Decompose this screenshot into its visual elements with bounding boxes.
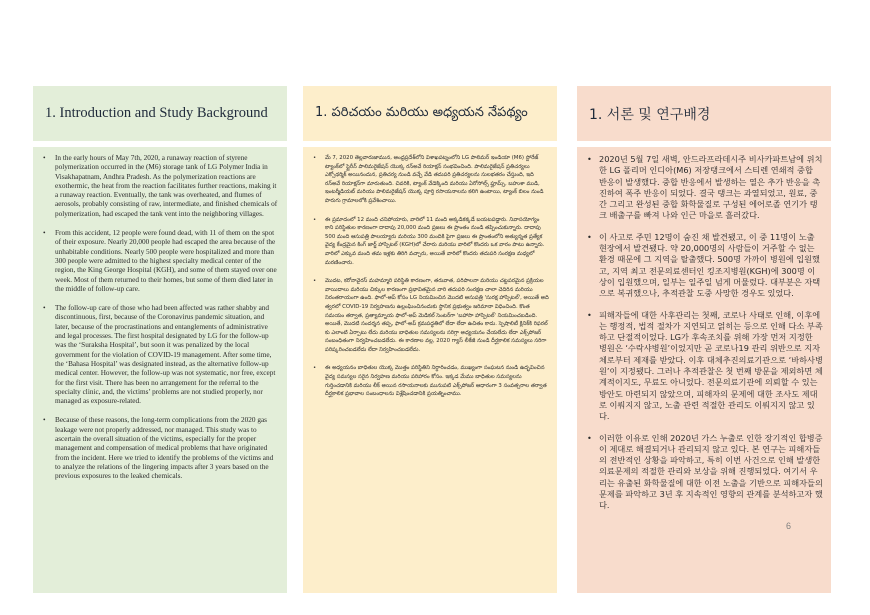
page-number: 6 <box>786 521 792 531</box>
english-heading-box <box>33 86 287 141</box>
korean-bullet-4: • 이러한 이유로 인해 2020년 가스 누출로 인한 장기적인 합병증이 제대로 해결되거나 관리되지 않고 있다. 본 연구는 피해자들의 전반적인 상황을 파악하고, 특히 이번 사건으로 인해 발생한 의료문제의 적절한 관리와 보상을 위해 진행되었다. 여기서 우리는 유출된 화학물질에 대한 이전 노출을 기반으로 피해자들의 문제를 파악하고 3년 후 지속적인 영향의 관계를 분석하고자 했다. <box>599 433 823 512</box>
english-column <box>33 86 287 593</box>
telugu-heading: 1. పరిచయం మరియు అధ్యయన నేపథ్యం <box>315 104 528 120</box>
telugu-heading-box <box>303 86 557 141</box>
korean-bullet-3: • 피해자들에 대한 사후관리는 첫째, 코로나 사태로 인해, 이후에는 행정적, 법적 절차가 지연되고 얽히는 등으로 인해 다소 부족하고 단절적이었다. LG가 후속조치를 위해 가장 먼저 지정한 병원은 ‘수락샤병원’이었지만 곧 코로나19 관리 위반으로 지자체로부터 제재를 받았다. 이후 대체추진의료기관으로 ‘바하사병원’이 지정됐다. 그러나 추적관찰은 첫 번째 방문을 제외하면 체계적이지도, 무료도 아니었다. 전문의료기관에 의뢰할 수 있는 방안도 마련되지 않았으며, 피해자의 문제에 대한 조사도 제대로 이뤄지지 않고, 노출 관련 적절한 관리도 이뤄지지 않고 있다. <box>599 310 823 423</box>
english-heading: 1. Introduction and Study Background <box>45 105 268 121</box>
english-bullet-1: • In the early hours of May 7th, 2020, a runaway reaction of styrene polymerization occurred in the (M6) storage tank of LG Polymer India in Visakhapatnam, Andhra Pradesh. As the polymerization reactions are exothermic, the heat from the reaction facilitates further reactions, making it a runaway reaction. Eventually, the tank was overheated, and flumes of aerosols, probably consisting of raw, intermediate, and finished chemicals of polymerization, had escaped the tank vent into the neighboring villages. <box>55 154 279 219</box>
english-bullet-4: • Because of these reasons, the long-term complications from the 2020 gas leakage were not properly addressed, nor managed. This study was to ascertain the overall situation of the victims, especially for the proper management and compensation of medical problems that have originated from the incident. Here we tried to identify the problems of the victims and to analyze the relations of the lingering impacts after 3 years based on the previous exposures to the leaked chemicals. <box>55 416 279 481</box>
telugu-bullet-3: • మొదట, కరోనావైరస్ మహమ్మారి పరిస్థితి కారణంగా, తరువాత, పరిపాలనా మరియు చట్టపరమైన ప్రక్రియల వాయిదాలు మరియు చిక్కుల కారణంగా ప్రభావితమైన వారి తదుపరి సంరక్షణ చాలా చెదిరిన మరియు నిరంతరాయంగా ఉంది. ఫాలో-అప్ కోసం LG నియమించిన మొదటి ఆసుపత్రి 'సురక్ష హాస్పిటల్', అయితే అది త్వరలో COVID-19 నిర్వహణను ఉల్లంఘించినందుకు స్థానిక ప్రభుత్వం జరిమానా విధించింది. కొంత సమయం తర్వాత, ప్రత్యామ్నాయ ఫాలో-అప్ మెడికల్ సెంటర్‌గా 'బహాసా హాస్పిటల్' నియమించబడింది. అయితే, మొదటి సందర్శన తప్ప, ఫాలో-అప్ క్రమపద్ధతిలో లేదా లేదా ఉచితం కాదు. స్పెషాలిటీ క్లినిక్‌కి రిఫరల్ కు ఎలాంటి ఏర్పాటు లేదు మరియు బాధితుల సమస్యలను సరిగ్గా అధ్యయనం చేయలేదు లేదా ఎక్స్‌పోజర్ సంబంధితంగా నిర్వహించబడలేదు. ఈ కారణాల వల్ల, 2020 గ్యాస్ లీకేజీ నుండి దీర్ఘకాలిక సమస్యలు సరిగా పరిష్కరించబడలేదు లేదా నిర్వహించబడలేదు. <box>325 277 549 354</box>
english-bullet-2: • From this accident, 12 people were found dead, with 11 of them on the spot of their exposure. Nearly 20,000 people had escaped the area because of the unhabitable conditions. Nearly 500 people were hospitalized and more than 300 people were admitted to the highest specialty medical center of the region, the King George Hospital (KGH), and some of them stayed over one week. Most of them returned to their homes, but some of them died later in the middle of follow-up care. <box>55 229 279 294</box>
telugu-bullet-1: • మే 7, 2020 తెల్లవారుజామున, ఆంధ్రప్రదేశ్‌లోని విశాఖపట్నంలోని LG పాలిమర్ ఇండియా (M6) స్టోరేజ్ ట్యాంక్‌లో స్టైరీన్ పాలిమరైజేషన్ యొక్క రన్‌అవే రియాక్షన్ సంభవించింది. పాలిమరైజేషన్ ప్రతిచర్యలు ఎక్సోథర్మిక్ అయినందున, ప్రతిచర్య నుండి వచ్చే వేడి తదుపరి ప్రతిచర్యలను సులభతరం చేస్తుంది, ఇది రన్‌అవే రియాక్షన్‌గా మారుతుంది. చివరికి, ట్యాంక్ వేడెక్కింది మరియు ఏరోసోల్స్ ఫ్లూమ్స్, బహుశా ముడి, ఇంటర్మీడియట్ మరియు పాలిమరైజేషన్ యొక్క పూర్తి రసాయనాలను కలిగి ఉంటాయి, ట్యాంక్ బిలం నుండి పొరుగు గ్రామాలలోకి ప్రవేశించాయి. <box>325 154 549 206</box>
telugu-body <box>303 147 557 593</box>
korean-column <box>577 86 831 593</box>
telugu-bullet-2: • ఈ ప్రమాదంలో 12 మంది చనిపోయారు, వారిలో 11 మంది అక్కడికక్కడే బయటపడ్డారు. నివాసయోగ్యం కాని పరిస్థితుల కారణంగా దాదాపు 20,000 మంది ప్రజలు ఈ ప్రాంతం నుండి తప్పించుకున్నారు. దాదాపు 500 మంది ఆసుపత్రి పాలయ్యారు మరియు 300 మందికి పైగా ప్రజలు ఈ ప్రాంతంలోని అత్యున్నత ప్రత్యేక వైద్య కేంద్రమైన కింగ్ జార్జ్ హాస్పిటల్ (KGH)లో చేరారు మరియు వారిలో కొందరు ఒక వారం పాటు ఉన్నారు. వారిలో ఎక్కువ మంది తమ ఇళ్లకు తిరిగి వచ్చారు, అయితే వారిలో కొందరు తదుపరి సంరక్షణ మధ్యలో మరణించారు. <box>325 216 549 268</box>
english-body <box>33 147 287 593</box>
korean-bullet-1: • 2020년 5월 7일 새벽, 안드라프라데시주 비사카파트남에 위치한 LG 폴리머 인디아(M6) 저장탱크에서 스티렌 연쇄적 중합 반응이 발생했다. 중합 반응에서 발생하는 열은 추가 반응을 촉진하여 폭주 반응이 되었다. 결국 탱크는 과열되었고, 원료, 중간 그리고 완성된 중합 화학물질로 구성된 에어로졸 연기가 탱크 배출구를 빠져 나와 인근 마을로 흘러갔다. <box>599 154 823 222</box>
korean-bullet-2: • 이 사고로 주민 12명이 숨진 채 발견됐고, 이 중 11명이 노출 현장에서 발견됐다. 약 20,000명의 사람들이 거주할 수 없는 환경 때문에 그 지역을 탈출했다. 500명 가까이 병원에 입원했고, 지역 최고 전문의료센터인 킹조지병원(KGH)에 300명 이상이 입원했으며, 일부는 일주일 넘게 머물렀다. 대부분은 자택으로 복귀했으나, 추적관찰 도중 사망한 경우도 있었다. <box>599 232 823 300</box>
korean-heading-box <box>577 86 831 141</box>
english-bullet-3: • The follow-up care of those who had been affected was rather shabby and discontinuous, first, because of the Coronavirus pandemic situation, and later, because of the procrastinations and entanglements of administrative and legal processes. The first hospital designated by LG for the follow-up was the ‘Suraksha Hospital’, but soon it was penalized by the local government for the violation of COVID-19 management. After some time, the ‘Bahasa Hospital’ was designated instead, as the alternative follow-up medical center. However, the follow-up was not systematic, nor free, except for the first visit. There has been no arrangement for the referral to the specialty clinic, and, the victims’ problems are not studied properly, nor managed as exposure-related. <box>55 304 279 406</box>
korean-heading: 1. 서론 및 연구배경 <box>589 106 711 123</box>
telugu-bullet-4: • ఈ అధ్యయనం బాధితుల యొక్క మొత్తం పరిస్థితిని నిర్ధారించడం, ముఖ్యంగా సంఘటన నుండి ఉద్భవించిన వైద్య సమస్యల సరైన నిర్వహణ మరియు పరిహారం కోసం. ఇక్కడ మేము బాధితుల సమస్యలను గుర్తించడానికి మరియు లీక్ అయిన రసాయనాలకు మునుపటి ఎక్స్‌పోజర్ ఆధారంగా 3 సంవత్సరాల తర్వాత దీర్ఘకాలిక ప్రభావాల సంబంధాలను విశ్లేషించడానికి ప్రయత్నించాము. <box>325 364 549 398</box>
korean-body <box>577 147 831 593</box>
telugu-column <box>303 86 557 593</box>
